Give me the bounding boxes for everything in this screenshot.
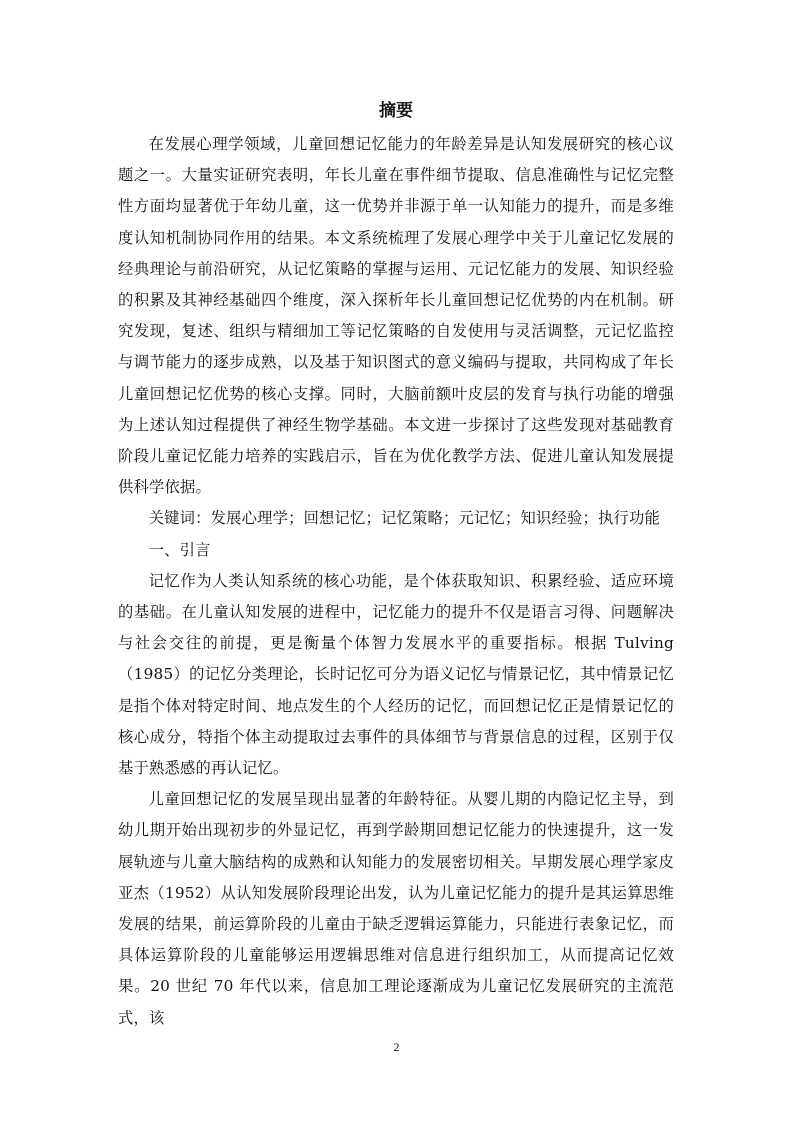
section-heading-introduction: 一、引言 xyxy=(148,540,211,559)
document-body xyxy=(118,96,674,1034)
abstract-title: 摘要 xyxy=(379,101,413,121)
keywords-line: 关键词：发展心理学；回想记忆；记忆策略；元记忆；知识经验；执行功能 xyxy=(148,509,660,528)
introduction-paragraph-1: 记忆作为人类认知系统的核心功能，是个体获取知识、积累经验、适应环境的基础。在儿童认知发展的进程中，记忆能力的提升不仅是语言习得、问题解决与社会交往的前提，更是衡量个体智力发展水平的重要指标。根据 Tulving（1985）的记忆分类理论，长时记忆可分为语义记忆与情景记忆，其中情景记忆是指个体对特定时间、地点发生的个人经历的记忆，而回想记忆正是情景记忆的核心成分，特指个体主动提取过去事件的具体细节与背景信息的过程，区别于仅基于熟悉感的再认记忆。 xyxy=(118,571,674,778)
page-number: 2 xyxy=(393,1040,400,1054)
abstract-paragraph: 在发展心理学领域，儿童回想记忆能力的年龄差异是认知发展研究的核心议题之一。大量实证研究表明，年长儿童在事件细节提取、信息准确性与记忆完整性方面均显著优于年幼儿童，这一优势并非源于单一认知能力的提升，而是多维度认知机制协同作用的结果。本文系统梳理了发展心理学中关于儿童记忆发展的经典理论与前沿研究，从记忆策略的掌握与运用、元记忆能力的发展、知识经验的积累及其神经基础四个维度，深入探析年长儿童回想记忆优势的内在机制。研究发现，复述、组织与精细加工等记忆策略的自发使用与灵活调整，元记忆监控与调节能力的逐步成熟，以及基于知识图式的意义编码与提取，共同构成了年长儿童回想记忆优势的核心支撑。同时，大脑前额叶皮层的发育与执行功能的增强为上述认知过程提供了神经生物学基础。本文进一步探讨了这些发现对基础教育阶段儿童记忆能力培养的实践启示，旨在为优化教学方法、促进儿童认知发展提供科学依据。 xyxy=(118,135,674,497)
introduction-paragraph-2: 儿童回想记忆的发展呈现出显著的年龄特征。从婴儿期的内隐记忆主导，到幼儿期开始出现初步的外显记忆，再到学龄期回想记忆能力的快速提升，这一发展轨迹与儿童大脑结构的成熟和认知能力的发展密切相关。早期发展心理学家皮亚杰（1952）从认知发展阶段理论出发，认为儿童记忆能力的提升是其运算思维发展的结果，前运算阶段的儿童由于缺乏逻辑运算能力，只能进行表象记忆，而具体运算阶段的儿童能够运用逻辑思维对信息进行组织加工，从而提高记忆效果。20 世纪 70 年代以来，信息加工理论逐渐成为儿童记忆发展研究的主流范式，该 xyxy=(118,790,674,1027)
